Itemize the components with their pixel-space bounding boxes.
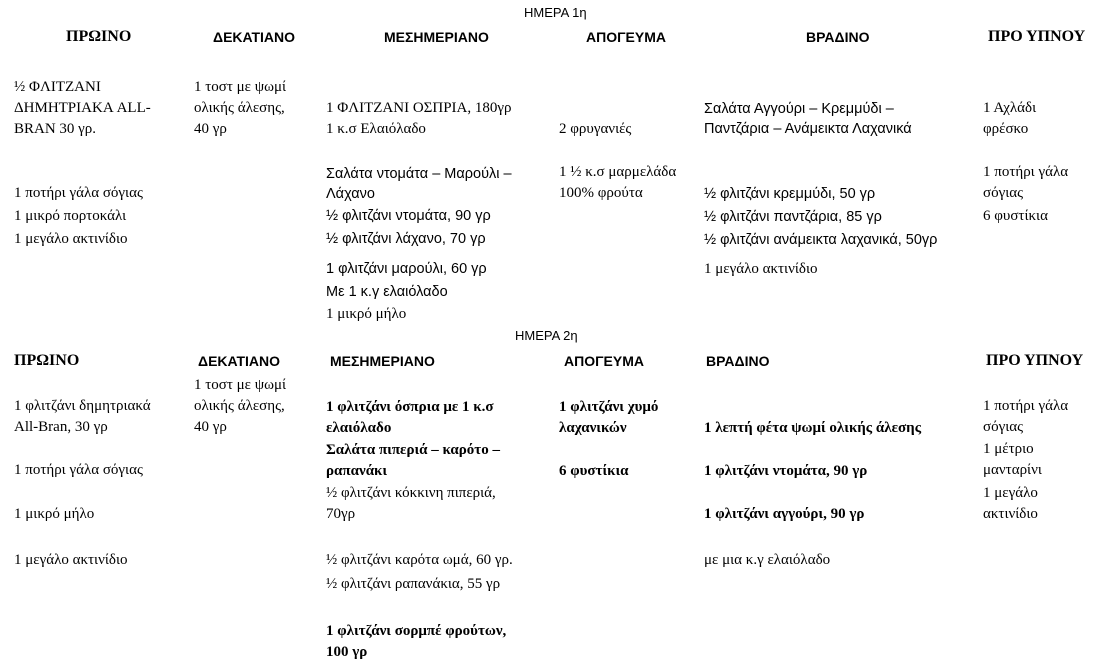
day1-breakfast-item: BRAN 30 γρ. — [14, 121, 97, 137]
day1-breakfast-item: ΔΗΜΗΤΡΙΑΚΑ ALL- — [14, 100, 151, 116]
day2-title: ΗΜΕΡΑ 2η — [515, 328, 578, 343]
day2-before-sleep-item: μανταρίνι — [983, 462, 1042, 478]
day2-header-dinner: ΒΡΑΔΙΝΟ — [706, 353, 770, 369]
day2-lunch-item: 70γρ — [326, 506, 356, 522]
day1-lunch-item: 1 φλιτζάνι μαρούλι, 60 γρ — [326, 261, 487, 277]
day2-lunch-item: ελαιόλαδο — [326, 420, 392, 436]
day2-snack-morning-item: ολικής άλεσης, — [194, 398, 285, 414]
day2-before-sleep-item: 1 μέτριο — [983, 441, 1034, 457]
day2-header-before-sleep: ΠΡΟ ΥΠΝΟΥ — [986, 352, 1084, 369]
day1-header-lunch: ΜΕΣΗΜΕΡΙΑΝΟ — [384, 29, 489, 45]
day2-lunch-item: 1 φλιτζάνι σορμπέ φρούτων, — [326, 623, 507, 639]
day2-snack-afternoon-item: 1 φλιτζάνι χυμό — [559, 399, 659, 415]
day2-dinner-item: 1 φλιτζάνι ντομάτα, 90 γρ — [704, 463, 868, 479]
day2-lunch-item: ½ φλιτζάνι καρότα ωμά, 60 γρ. — [326, 552, 513, 568]
day2-lunch-item: 1 φλιτζάνι όσπρια με 1 κ.σ — [326, 399, 494, 415]
day2-lunch-item: ραπανάκι — [326, 463, 388, 479]
day1-snack-morning-item: 1 τοστ με ψωμί — [194, 79, 287, 95]
day1-lunch-item: Λάχανο — [326, 186, 375, 202]
day2-breakfast-item: 1 μικρό μήλο — [14, 506, 95, 522]
day2-breakfast-item: 1 φλιτζάνι δημητριακά — [14, 398, 151, 414]
day2-lunch-item: 100 γρ — [326, 644, 368, 660]
day1-dinner-item: 1 μεγάλο ακτινίδιο — [704, 261, 818, 277]
day2-breakfast-item: 1 μεγάλο ακτινίδιο — [14, 552, 128, 568]
day2-before-sleep-item: 1 μεγάλο — [983, 485, 1038, 501]
day2-before-sleep-item: σόγιας — [983, 419, 1024, 435]
day1-dinner-item: Σαλάτα Αγγούρι – Κρεμμύδι – — [704, 101, 894, 117]
day2-snack-morning-item: 1 τοστ με ψωμί — [194, 377, 287, 393]
day1-snack-afternoon-item: 2 φρυγανιές — [559, 121, 632, 137]
day1-header-before-sleep: ΠΡΟ ΥΠΝΟΥ — [988, 28, 1086, 45]
day2-dinner-item: 1 λεπτή φέτα ψωμί ολικής άλεσης — [704, 420, 922, 436]
day2-breakfast-item: 1 ποτήρι γάλα σόγιας — [14, 462, 143, 478]
day1-dinner-item: Παντζάρια – Ανάμεικτα Λαχανικά — [704, 121, 912, 137]
day2-lunch-item: ½ φλιτζάνι ραπανάκια, 55 γρ — [326, 576, 501, 592]
day1-lunch-item: 1 κ.σ Ελαιόλαδο — [326, 121, 426, 137]
day1-dinner-item: ½ φλιτζάνι παντζάρια, 85 γρ — [704, 209, 882, 225]
day1-lunch-item: Σαλάτα ντομάτα – Μαρούλι – — [326, 166, 512, 182]
day1-before-sleep-item: φρέσκο — [983, 121, 1029, 137]
day1-breakfast-item: ½ ΦΛΙΤΖΑΝΙ — [14, 79, 101, 95]
day1-title: ΗΜΕΡΑ 1η — [524, 5, 587, 20]
day2-before-sleep-item: ακτινίδιο — [983, 506, 1038, 522]
day2-lunch-item: Σαλάτα πιπεριά – καρότο – — [326, 442, 500, 458]
day1-lunch-item: ½ φλιτζάνι ντομάτα, 90 γρ — [326, 208, 491, 224]
day1-snack-morning-item: 40 γρ — [194, 121, 227, 137]
day1-before-sleep-item: 1 Αχλάδι — [983, 100, 1037, 116]
day2-lunch-item: ½ φλιτζάνι κόκκινη πιπεριά, — [326, 485, 496, 501]
day1-dinner-item: ½ φλιτζάνι κρεμμύδι, 50 γρ — [704, 186, 876, 202]
day2-dinner-item: με μια κ.γ ελαιόλαδο — [704, 552, 831, 568]
day2-snack-afternoon-item: 6 φυστίκια — [559, 463, 629, 479]
day1-lunch-item: Με 1 κ.γ ελαιόλαδο — [326, 284, 448, 300]
day1-header-breakfast: ΠΡΩΙΝΟ — [66, 28, 132, 45]
day2-header-lunch: ΜΕΣΗΜΕΡΙΑΝΟ — [330, 353, 435, 369]
day1-snack-morning-item: ολικής άλεσης, — [194, 100, 285, 116]
day2-header-snack-morning: ΔΕΚΑΤΙΑΝΟ — [198, 353, 281, 369]
day1-before-sleep-item: σόγιας — [983, 185, 1024, 201]
day1-dinner-item: ½ φλιτζάνι ανάμεικτα λαχανικά, 50γρ — [704, 232, 938, 248]
day1-snack-afternoon-item: 1 ½ κ.σ μαρμελάδα — [559, 164, 677, 180]
day2-snack-afternoon-item: λαχανικών — [559, 420, 627, 436]
day2-header-breakfast: ΠΡΩΙΝΟ — [14, 352, 80, 369]
day2-dinner-item: 1 φλιτζάνι αγγούρι, 90 γρ — [704, 506, 865, 522]
day1-before-sleep-item: 1 ποτήρι γάλα — [983, 164, 1069, 180]
day2-snack-morning-item: 40 γρ — [194, 419, 227, 435]
day2-before-sleep-item: 1 ποτήρι γάλα — [983, 398, 1069, 414]
day2-breakfast-item: All-Bran, 30 γρ — [14, 419, 108, 435]
day1-before-sleep-item: 6 φυστίκια — [983, 208, 1048, 224]
day1-lunch-item: 1 ΦΛΙΤΖΑΝΙ ΟΣΠΡΙΑ, 180γρ — [326, 100, 512, 116]
day1-header-snack-morning: ΔΕΚΑΤΙΑΝΟ — [213, 29, 296, 45]
day2-header-snack-afternoon: ΑΠΟΓΕΥΜΑ — [564, 353, 644, 369]
day1-breakfast-item: 1 ποτήρι γάλα σόγιας — [14, 185, 143, 201]
day1-breakfast-item: 1 μικρό πορτοκάλι — [14, 208, 127, 224]
day1-lunch-item: 1 μικρό μήλο — [326, 306, 407, 322]
day1-snack-afternoon-item: 100% φρούτα — [559, 185, 643, 201]
day1-lunch-item: ½ φλιτζάνι λάχανο, 70 γρ — [326, 231, 486, 247]
day1-breakfast-item: 1 μεγάλο ακτινίδιο — [14, 231, 128, 247]
day1-header-snack-afternoon: ΑΠΟΓΕΥΜΑ — [586, 29, 666, 45]
day1-header-dinner: ΒΡΑΔΙΝΟ — [806, 29, 870, 45]
